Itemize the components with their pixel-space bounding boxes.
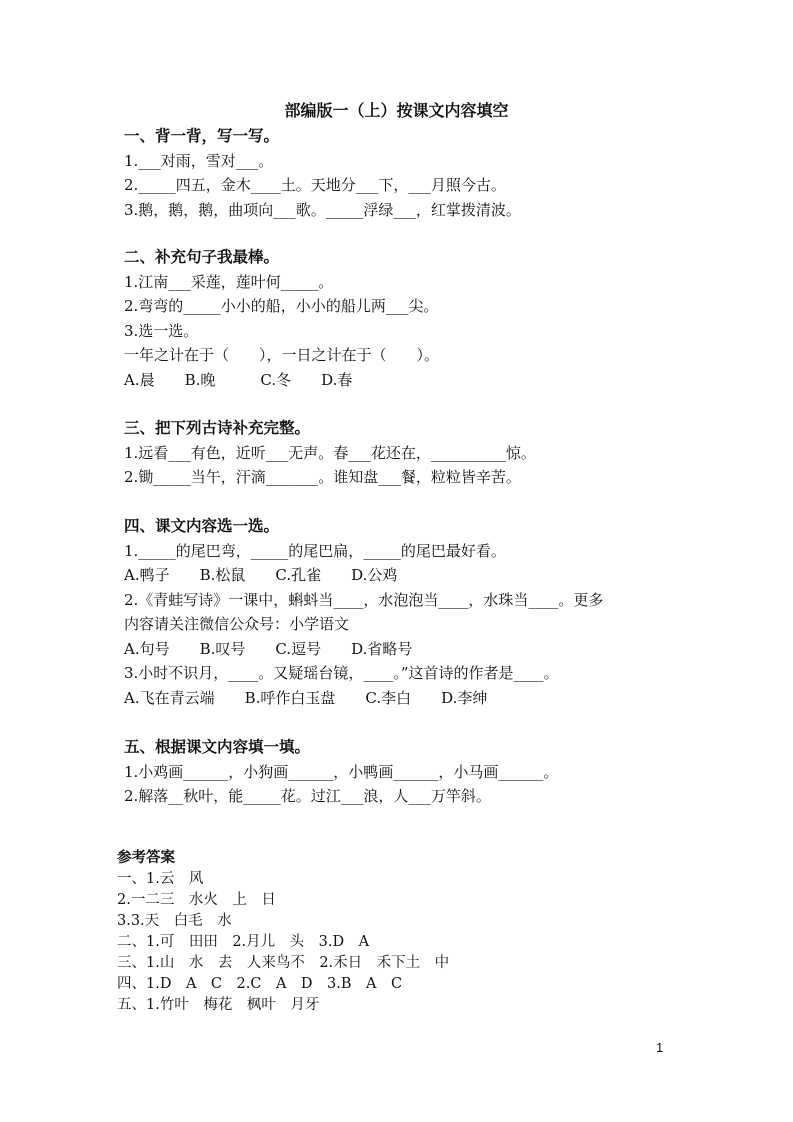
- section-heading: 四、课文内容选一选。: [124, 517, 280, 535]
- question-line: 一年之计在于（ ），一日之计在于（ ）。: [124, 346, 440, 364]
- question-line: 2._____四五，金木____土。天地分___下，___月照今古。: [124, 176, 506, 194]
- answer-key: [117, 848, 697, 1016]
- question-line: 3.小时不识月，____。又疑瑶台镜，____。”这首诗的作者是____。: [124, 664, 559, 682]
- section-4: [124, 514, 704, 710]
- page-number: 1: [656, 1040, 664, 1055]
- question-line: 3.选一选。: [124, 321, 199, 340]
- section-heading: 三、把下列古诗补充完整。: [124, 419, 311, 437]
- page-title: 部编版一（上）按课文内容填空: [284, 101, 509, 120]
- section-heading: 五、根据课文内容填一填。: [124, 738, 311, 756]
- question-line: 2.解落__秋叶，能_____花。过江___浪，人___万竿斜。: [124, 787, 491, 805]
- answer-line: 一、1.云 风: [117, 871, 204, 887]
- options-line: A.鸭子 B.松鼠 C.孔雀 D.公鸡: [124, 566, 398, 584]
- answer-key-heading: 参考答案: [117, 850, 175, 866]
- section-5: [124, 735, 704, 809]
- question-line: 1.小鸡画______，小狗画______，小鸭画______，小马画______。: [124, 762, 559, 781]
- question-line: 2.《青蛙写诗》一课中，蝌蚪当____，水泡泡当____，水珠当____。更多: [124, 590, 604, 609]
- options-line: A.飞在青云端 B.呼作白玉盘 C.李白 D.李绅: [124, 688, 488, 707]
- answer-line: 3.3.天 白毛 水: [117, 913, 232, 929]
- question-line: 内容请关注微信公众号：小学语文: [124, 615, 350, 633]
- answer-line: 五、1.竹叶 梅花 枫叶 月牙: [117, 997, 320, 1013]
- question-line: 1.___对雨，雪对___。: [124, 151, 274, 170]
- question-line: 1._____的尾巴弯，_____的尾巴扁，_____的尾巴最好看。: [124, 541, 506, 560]
- question-line: 1.远看___有色，近听___无声。春___花还在，__________惊。: [124, 443, 536, 462]
- answer-line: 2.一二三 水火 上 日: [117, 892, 276, 908]
- answer-line: 四、1.D A C 2.C A D 3.B A C: [117, 976, 403, 992]
- question-line: 2.弯弯的_____小小的船，小小的船儿两___尖。: [124, 297, 439, 315]
- section-2: [124, 245, 704, 392]
- question-line: 3.鹅，鹅，鹅，曲项向___歌。_____浮绿___，红掌拨清波。: [124, 200, 521, 219]
- question-line: 2.锄_____当午，汗滴_______。谁知盘___餐，粒粒皆辛苦。: [124, 468, 521, 486]
- options-line: A.句号 B.叹号 C.逗号 D.省略号: [124, 639, 413, 658]
- answer-line: 三、1.山 水 去 人来鸟不 2.禾日 禾下土 中: [117, 955, 450, 971]
- answer-line: 二、1.可 田田 2.月儿 头 3.D A: [117, 934, 370, 950]
- section-heading: 二、补充句子我最棒。: [124, 248, 280, 266]
- section-3: [124, 416, 704, 490]
- question-line: 1.江南___采莲，莲叶何_____。: [124, 272, 334, 291]
- section-heading: 一、背一背，写一写。: [124, 127, 280, 145]
- options-line: A.晨 B.晚 C.冬 D.春: [124, 370, 353, 389]
- section-1: [124, 124, 704, 222]
